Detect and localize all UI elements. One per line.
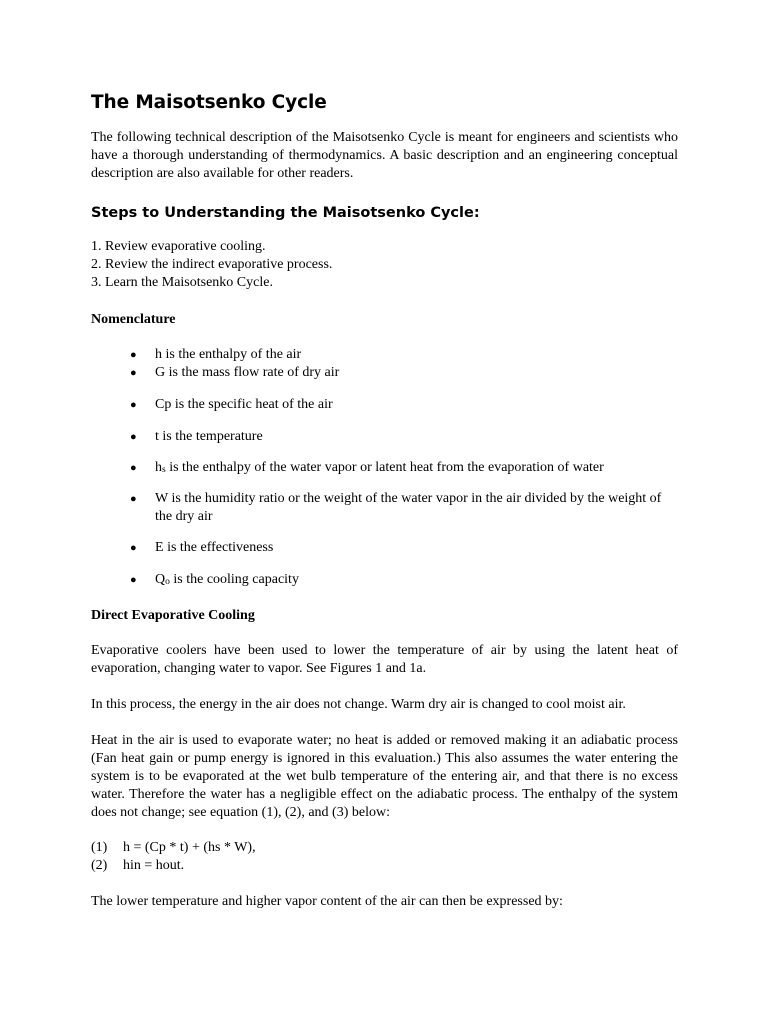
nomenclature-symbol: E: [155, 540, 164, 555]
nomenclature-item-qo: [130, 571, 675, 589]
bullet-icon: ●: [130, 574, 137, 586]
nomenclature-definition: is the enthalpy of the water vapor or latent heat from the evaporation of water: [165, 460, 604, 475]
body-paragraph: In this process, the energy in the air does not change. Warm dry air is changed to cool moist air.: [91, 697, 626, 712]
bullet-icon: ●: [130, 431, 137, 443]
nomenclature-definition: is the humidity ratio or the weight of the water vapor in the air divided by the weight of the dry air: [155, 491, 662, 524]
steps-list: [91, 238, 332, 292]
nomenclature-symbol: Cp: [155, 397, 172, 412]
nomenclature-definition: is the mass flow rate of dry air: [165, 365, 340, 380]
direct-cooling-heading: Direct Evaporative Cooling: [91, 608, 255, 623]
bullet-icon: ●: [130, 462, 137, 474]
nomenclature-item-g: [130, 364, 675, 382]
step-item: 3. Learn the Maisotsenko Cycle.: [91, 275, 273, 290]
nomenclature-subscript: o: [165, 577, 170, 587]
bullet-icon: ●: [130, 542, 137, 554]
nomenclature-item-cp: [130, 396, 675, 414]
steps-heading: Steps to Understanding the Maisotsenko Cycle:: [91, 205, 480, 221]
nomenclature-definition: is the enthalpy of the air: [162, 347, 302, 362]
nomenclature-item-w: [130, 490, 675, 526]
page-title: The Maisotsenko Cycle: [91, 92, 327, 113]
bullet-icon: ●: [130, 493, 137, 505]
body-paragraph: Evaporative coolers have been used to lower the temperature of air by using the latent heat of evaporation, changing water to vapor. See Figures 1 and 1a.: [91, 643, 678, 676]
nomenclature-definition: is the specific heat of the air: [171, 397, 333, 412]
equation-1: [91, 839, 256, 857]
nomenclature-subscript: s: [162, 465, 166, 475]
nomenclature-symbol: Q: [155, 572, 166, 587]
equation-number: (1): [91, 840, 108, 855]
bullet-icon: ●: [130, 399, 137, 411]
nomenclature-item-e: [130, 539, 675, 557]
nomenclature-symbol: h: [155, 460, 162, 475]
equation-list: [91, 839, 256, 875]
step-item: 2. Review the indirect evaporative process.: [91, 257, 333, 272]
nomenclature-item-t: [130, 428, 675, 446]
nomenclature-symbol: t: [155, 429, 159, 444]
equation-number: (2): [91, 858, 108, 873]
equation-expression: hin = hout.: [123, 858, 185, 873]
nomenclature-symbol: G: [155, 365, 166, 380]
bullet-icon: ●: [130, 367, 137, 379]
nomenclature-symbol: W: [155, 491, 168, 506]
nomenclature-definition: is the effectiveness: [163, 540, 274, 555]
body-paragraph: Heat in the air is used to evaporate water; no heat is added or removed making it an adiabatic process (Fan heat gain or pump energy is ignored in this evaluation.) This also assumes the water entering the system is to be evaporated at the wet bulb temperature of the entering air, and that there is no excess water. Therefore the water has a negligible effect on the adiabatic process. The enthalpy of the system does not change; see equation (1), (2), and (3) below:: [91, 733, 678, 820]
bullet-icon: ●: [130, 349, 137, 361]
nomenclature-definition: is the temperature: [158, 429, 263, 444]
nomenclature-heading: Nomenclature: [91, 312, 176, 327]
equation-expression: h = (Cp * t) + (hs * W),: [123, 840, 256, 855]
nomenclature-item-h: [130, 346, 675, 364]
nomenclature-symbol: h: [155, 347, 162, 362]
intro-paragraph: The following technical description of the Maisotsenko Cycle is meant for engineers and scientists who have a thorough understanding of thermodynamics. A basic description and an engineering conceptual description are also available for other readers.: [91, 130, 678, 181]
step-item: 1. Review evaporative cooling.: [91, 239, 266, 254]
closing-paragraph: The lower temperature and higher vapor content of the air can then be expressed by:: [91, 894, 563, 909]
nomenclature-item-hs: [130, 459, 675, 477]
equation-2: [91, 857, 256, 875]
nomenclature-definition: is the cooling capacity: [169, 572, 299, 587]
